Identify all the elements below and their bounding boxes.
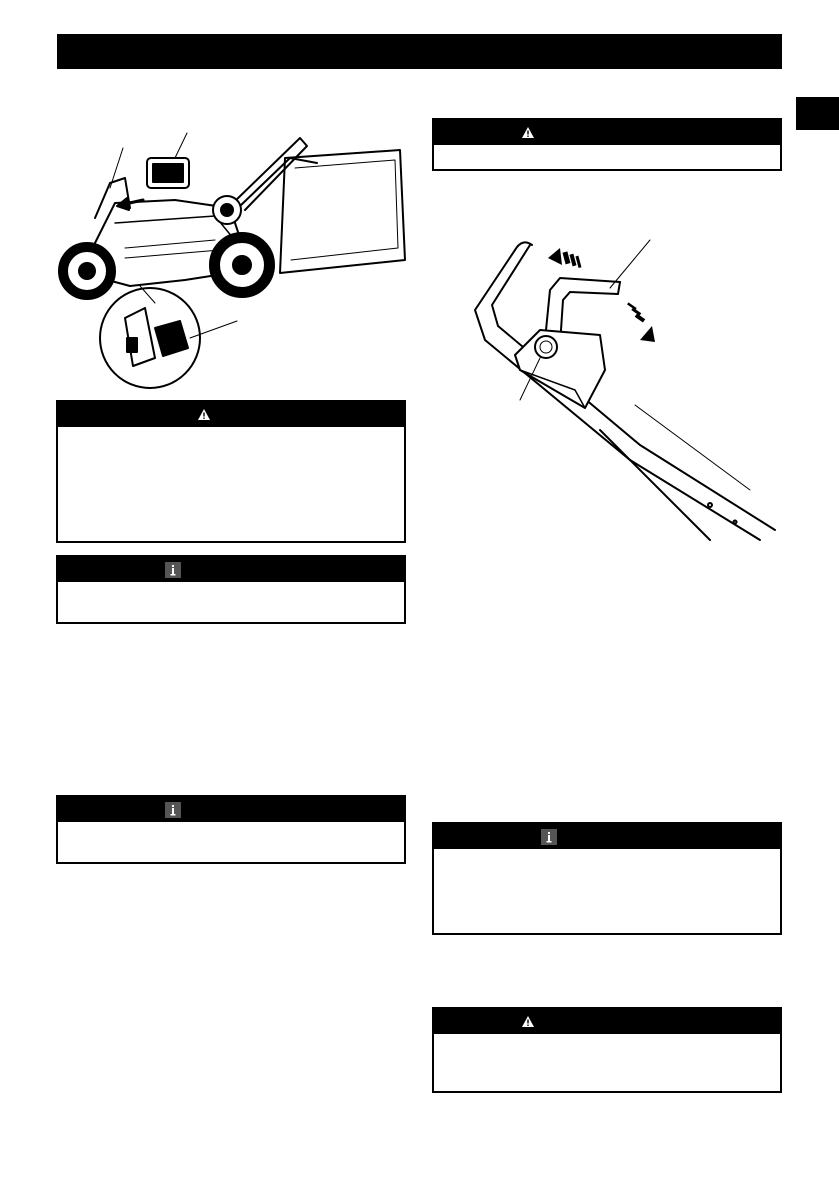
warning-triangle-icon [521,1009,535,1034]
note-box-3 [432,822,782,935]
mower-battery-figure [55,128,410,393]
warning-box-1-bar [58,402,404,427]
info-icon [541,824,557,849]
handle-lever-figure [460,230,790,550]
language-tab [796,97,839,130]
warning-box-1 [56,400,406,543]
page-header-bar [57,34,782,69]
warning-triangle-icon [521,120,535,145]
warning-box-2-bar [434,120,780,145]
note-box-2-bar [58,797,404,822]
warning-triangle-icon [197,402,211,427]
info-icon [165,557,181,582]
warning-box-2 [432,118,782,171]
warning-box-3 [432,1007,782,1093]
warning-box-3-bar [434,1009,780,1034]
note-box-1-bar [58,557,404,582]
note-box-1 [56,555,406,624]
note-box-2 [56,795,406,864]
info-icon [165,797,181,822]
note-box-3-bar [434,824,780,849]
